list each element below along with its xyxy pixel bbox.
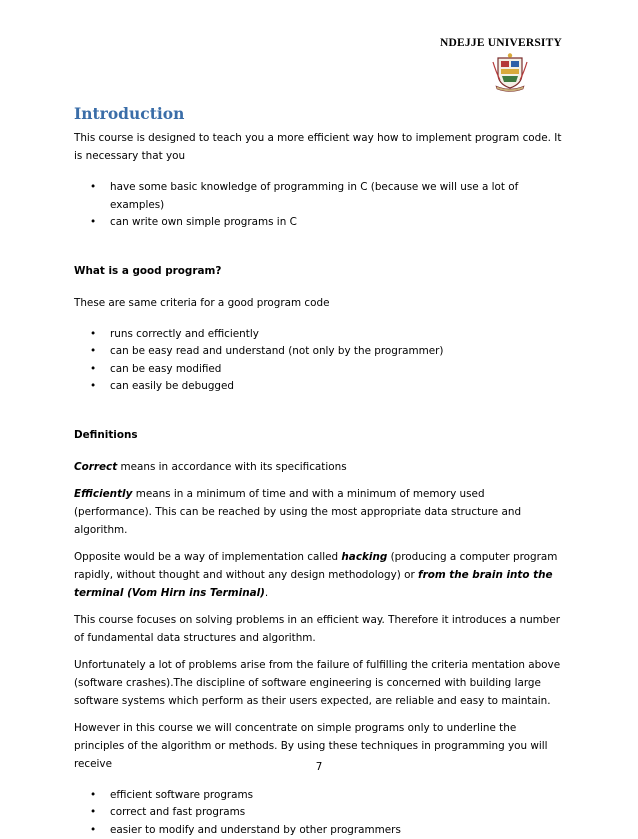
list-item: • correct and fast programs bbox=[74, 804, 564, 822]
university-crest-logo bbox=[490, 52, 530, 92]
university-name: NDEJJE UNIVERSITY bbox=[440, 37, 562, 49]
however-paragraph: However in this course we will concentrate on simple programs only to underline the principles of the algorithm or methods. By using these techniques in programming you will receive bbox=[74, 719, 564, 773]
definition-correct: Correct means in accordance with its specifications bbox=[74, 458, 564, 476]
list-item: • have some basic knowledge of programming in C (because we will use a lot of examples) bbox=[74, 179, 564, 214]
intro-bullet-list bbox=[74, 179, 564, 232]
list-item: • can write own simple programs in C bbox=[74, 214, 564, 232]
section-title-introduction: Introduction bbox=[74, 104, 564, 123]
unfortunately-paragraph: Unfortunately a lot of problems arise from the failure of fulfilling the criteria mentation above (software crashes).The discipline of software engineering is concerned with building large software systems which perform as their users expected, are reliable and easy to maintain. bbox=[74, 656, 564, 710]
results-bullet-list bbox=[74, 787, 564, 839]
list-item: • can be easy modified bbox=[74, 361, 564, 379]
list-item: • can be easy read and understand (not only by the programmer) bbox=[74, 343, 564, 361]
heading-good-program: What is a good program? bbox=[74, 262, 564, 280]
opposite-paragraph: Opposite would be a way of implementation called hacking (producing a computer program rapidly, without thought and without any design methodology) or from the brain into the terminal (Vom Hirn ins Terminal). bbox=[74, 548, 564, 602]
page-number: 7 bbox=[0, 761, 638, 773]
term-brain-into-terminal: from the brain into the terminal (Vom Hirn ins Terminal) bbox=[74, 569, 553, 599]
good-program-bullet-list bbox=[74, 326, 564, 396]
document-body bbox=[74, 104, 564, 839]
list-item: • easier to modify and understand by other programmers bbox=[74, 822, 564, 839]
heading-definitions: Definitions bbox=[74, 426, 564, 444]
list-item: • can easily be debugged bbox=[74, 378, 564, 396]
list-item: • efficient software programs bbox=[74, 787, 564, 805]
term-efficiently: Efficiently bbox=[74, 488, 132, 500]
good-program-paragraph: These are same criteria for a good program code bbox=[74, 294, 564, 312]
definition-efficiently: Efficiently means in a minimum of time and with a minimum of memory used (performance). This can be reached by using the most appropriate data structure and algorithm. bbox=[74, 485, 564, 539]
list-item: • runs correctly and efficiently bbox=[74, 326, 564, 344]
focus-paragraph: This course focuses on solving problems in an efficient way. Therefore it introduces a number of fundamental data structures and algorithm. bbox=[74, 611, 564, 647]
term-hacking: hacking bbox=[341, 551, 387, 563]
intro-paragraph: This course is designed to teach you a more efficient way how to implement program code. It is necessary that you bbox=[74, 129, 564, 165]
term-correct: Correct bbox=[74, 461, 117, 473]
